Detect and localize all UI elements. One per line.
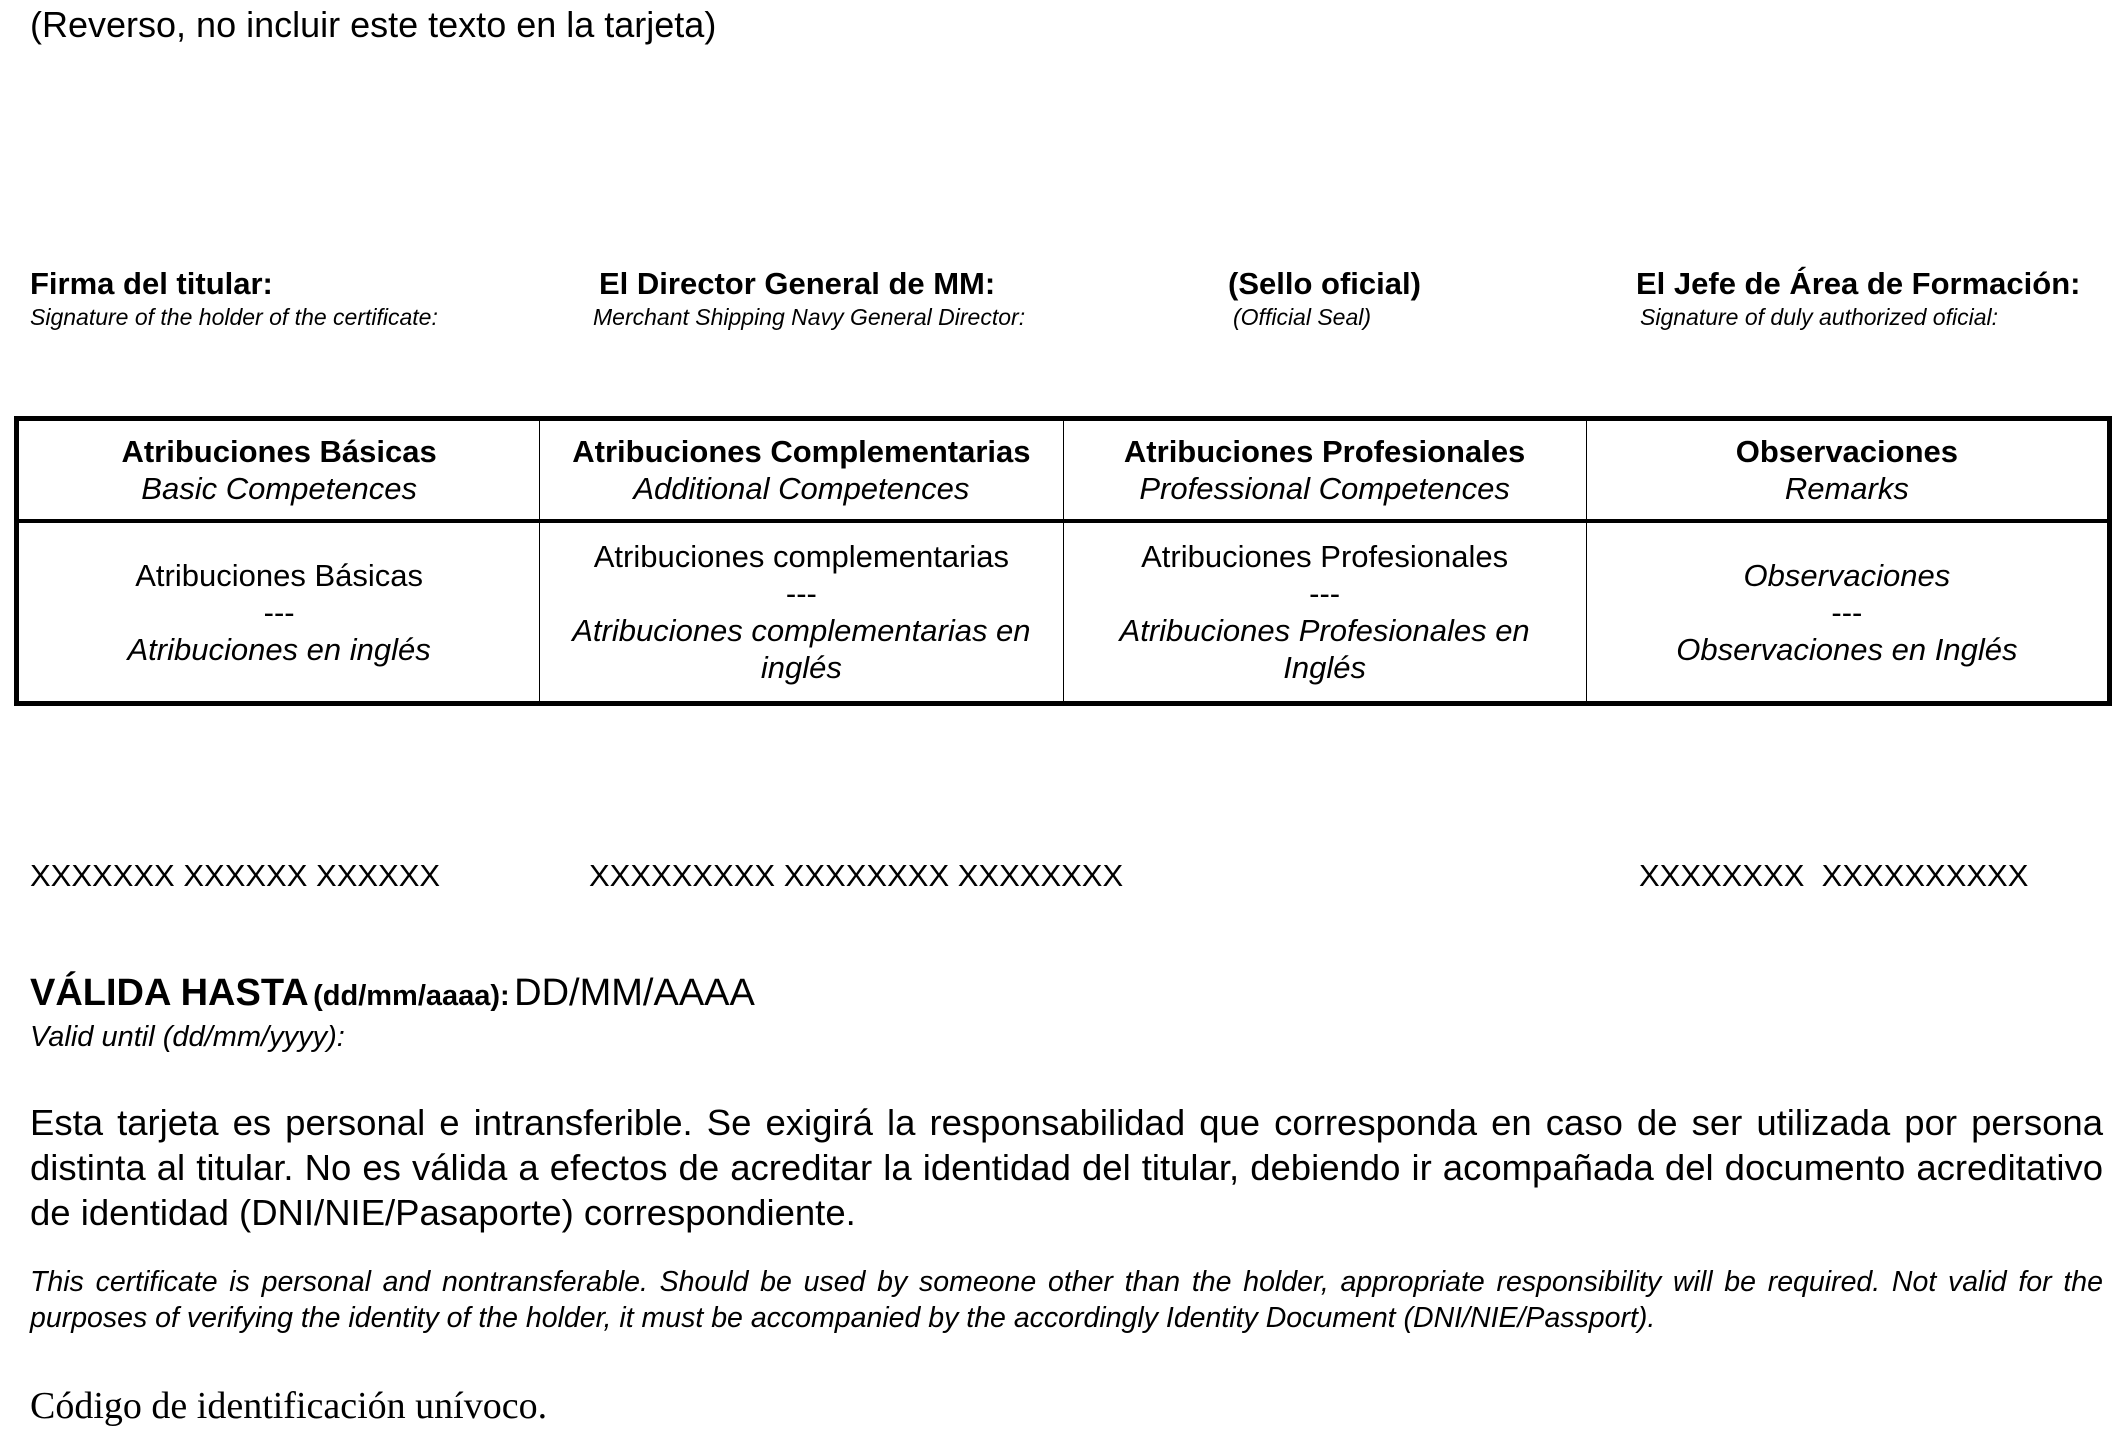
validity-label: VÁLIDA HASTA — [30, 972, 309, 1014]
header-additional-en: Additional Competences — [633, 471, 970, 506]
area-head-signature-block — [1636, 265, 2080, 331]
cell-basic-en: Atribuciones en inglés — [127, 631, 431, 667]
cell-remarks-separator: --- — [1831, 594, 1863, 630]
competences-table — [14, 416, 2112, 706]
holder-signature-block — [30, 265, 438, 331]
cell-additional-competences — [540, 521, 1063, 704]
header-basic-competences — [17, 419, 540, 522]
header-remarks-en: Remarks — [1784, 471, 1909, 506]
director-signature-block — [593, 265, 1025, 331]
cell-remarks-es: Observaciones — [1743, 557, 1951, 593]
director-signature-title: El Director General de MM: — [599, 266, 996, 301]
cell-additional-separator: --- — [785, 576, 817, 611]
cell-professional-en: Atribuciones Profesionales en Inglés — [1119, 613, 1530, 685]
competences-header-row — [17, 419, 2110, 522]
header-professional-en: Professional Competences — [1139, 471, 1510, 506]
header-basic-es: Atribuciones Básicas — [121, 434, 437, 469]
header-professional-competences — [1063, 419, 1586, 522]
official-seal-block — [1228, 265, 1421, 331]
cell-additional-es: Atribuciones complementarias — [593, 539, 1009, 574]
cell-professional-es: Atribuciones Profesionales — [1141, 539, 1509, 574]
area-head-signature-subtitle: Signature of duly authorized oficial: — [1640, 304, 1998, 330]
cell-additional-en: Atribuciones complementarias en inglés — [572, 613, 1031, 685]
holder-signature-subtitle: Signature of the holder of the certificate: — [30, 304, 438, 330]
header-remarks — [1586, 419, 2109, 522]
cell-basic-separator: --- — [263, 594, 295, 630]
notice-english: This certificate is personal and nontransferable. Should be used by someone other than the holder, appropriate responsibility will be required. Not valid for the purposes of verifying the identity of the holder, it must be accompanied by the accordingly Identity Document (DNI/NIE/Passport). — [30, 1266, 2103, 1334]
header-professional-es: Atribuciones Profesionales — [1123, 434, 1526, 469]
cell-remarks-en: Observaciones en Inglés — [1676, 631, 2018, 667]
area-head-signature-title: El Jefe de Área de Formación: — [1636, 266, 2081, 301]
header-additional-es: Atribuciones Complementarias — [572, 434, 1031, 469]
cell-basic-es: Atribuciones Básicas — [135, 557, 423, 593]
holder-name: XXXXXXX XXXXXX XXXXXX — [30, 858, 441, 893]
validity-line — [30, 969, 755, 1025]
validity-label-en: Valid until (dd/mm/yyyy): — [30, 1021, 345, 1053]
unique-identification-code-label: Código de identificación unívoco. — [30, 1385, 548, 1427]
cell-remarks — [1586, 521, 2109, 704]
reverse-side-note: (Reverso, no incluir este texto en la tarjeta) — [30, 4, 717, 45]
area-head-name: XXXXXXXX XXXXXXXXXX — [1639, 858, 2029, 893]
official-seal-subtitle: (Official Seal) — [1233, 304, 1372, 330]
header-additional-competences — [540, 419, 1063, 522]
notice-spanish: Esta tarjeta es personal e intransferible. Se exigirá la responsabilidad que corresponda en caso de ser utilizada por persona distinta al titular. No es válida a efectos de acreditar la identidad del titular, debiendo ir acompañada del documento acreditativo de identidad (DNI/NIE/Pasaporte) correspondiente. — [30, 1102, 2103, 1233]
director-name: XXXXXXXXX XXXXXXXX XXXXXXXX — [589, 858, 1124, 893]
competences-content-row — [17, 521, 2110, 704]
header-remarks-es: Observaciones — [1735, 434, 1959, 469]
validity-format: (dd/mm/aaaa): — [313, 980, 510, 1012]
cell-professional-separator: --- — [1309, 576, 1341, 611]
cell-basic-competences — [17, 521, 540, 704]
official-seal-title: (Sello oficial) — [1228, 266, 1421, 301]
cell-professional-competences — [1063, 521, 1586, 704]
validity-value: DD/MM/AAAA — [514, 972, 755, 1014]
holder-signature-title: Firma del titular: — [30, 266, 273, 301]
director-signature-subtitle: Merchant Shipping Navy General Director: — [593, 304, 1026, 330]
header-basic-en: Basic Competences — [141, 471, 417, 506]
